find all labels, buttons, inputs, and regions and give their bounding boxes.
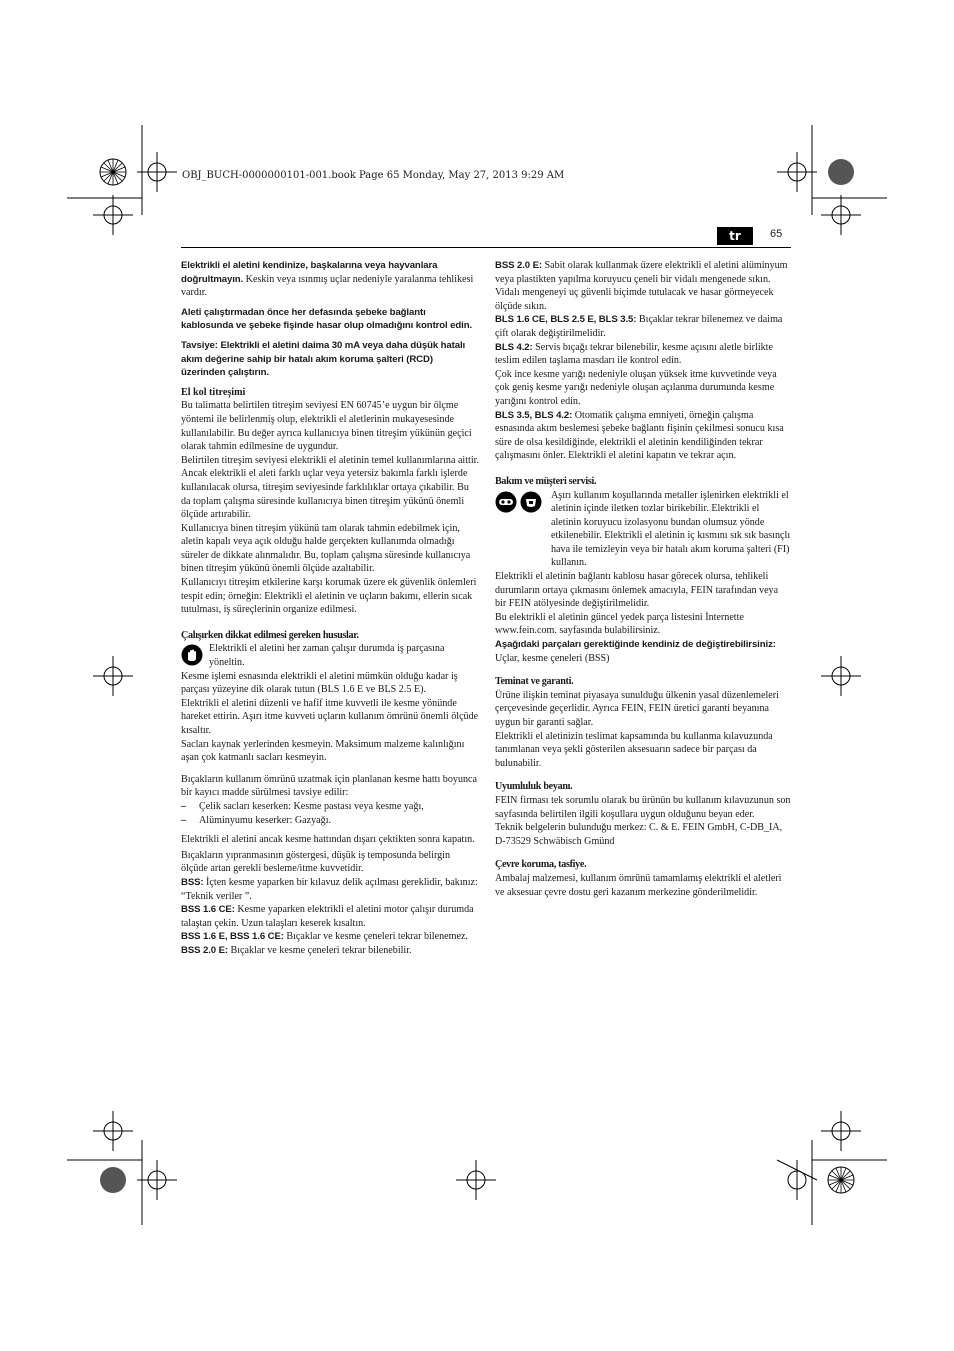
work-paragraph: Bıçakların kullanım ömrünü uzatmak için planlanan kesme hattı boyunca bir kayıcı madde sürülmesi tavsiye edilir: <box>181 773 477 799</box>
warranty-paragraph: Elektrikli el aletinizin teslimat kapsamında bu kullanma kılavuzunda tanımlanan veya şekli gösterilen aksesuarın sadece bir parçası da bulunabilir. <box>495 730 773 769</box>
model-note-bss20e-fixed: BSS 2.0 E: Sabit olarak kullanmak üzere elektrikli el aletini alüminyum veya plastikten yapılma koruyucu çeneli bir vidalı mengenede sıkın. Vidalı mengeneyi uç güvenli biçimde tutulacak ve hasar görmeyecek ölçüde sıkın. <box>495 260 788 312</box>
hand-hazard-icon <box>181 644 203 666</box>
list-dash: – <box>181 800 187 812</box>
work-paragraph: Elektrikli el aletini düzenli ve hafif itme kuvvetli ile kesme yönünde hareket ettirin. Aşırı itme kuvveti uçların kullanım ömrünü önemli ölçüde kısaltır. <box>181 697 479 736</box>
model-note-bss20e: BSS 2.0 E: Bıçaklar ve kesme çeneleri tekrar bilenebilir. <box>181 944 412 956</box>
model-note-bls3542: BLS 3.5, BLS 4.2: Otomatik çalışma emniyeti, örneğin çalışma esnasında akım beslemesi şebeke bağlantı fişinin çekilmesi sonucu kısa süre de olsa kesildiğinde, elektrikli el aletinin kendiliğinden tekrar çalışmasını önler. Elektrikli el aletini kapatın ve tekrar açın. <box>495 409 784 462</box>
hand-warning-row <box>181 642 479 669</box>
warranty-heading: Teminat ve garanti. <box>495 676 574 688</box>
model-note-bls42: BLS 4.2: Servis bıçağı tekrar bilenebilir, kesme açısını aletle birlikte teslim edilen taşlama masdarı ile kontrol edin. <box>495 341 773 367</box>
vibration-paragraph: Kullanıcıya binen titreşim yükünü tam olarak tahmin edebilmek için, aletin kapalı veya açık olduğu halde gerçekten kullanımda olmadığı süreler de dikkate alınmalıdır. Bu, toplam çalışma süresinde kullanıcıya binen titreşim yükünü önemli ölçüde azaltabilir. <box>181 522 471 575</box>
language-tab: tr <box>717 227 753 245</box>
conformity-paragraph: FEIN firması tek sorumlu olarak bu ürünün bu kullanım kılavuzunun son sayfasında belirtilen ilgili koşullara uygun olduğunu beyan eder. <box>495 794 791 820</box>
conformity-paragraph: Teknik belgelerin bulunduğu merkez: C. & E. FEIN GmbH, C-DB_IA, D-73529 Schwäbisch Gmünd <box>495 822 783 847</box>
list-dash: – <box>181 814 187 826</box>
dust-mask-icon <box>520 491 542 513</box>
kerf-paragraph: Çok ince kesme yarığı nedeniyle oluşan yüksek itme kuvvetinde veya çok geniş kesme yarığı nedeniyle oluşan açılanma durumunda kesme yarığını kontrol edin. <box>495 368 777 407</box>
model-note-bls: BLS 1.6 CE, BLS 2.5 E, BLS 3.5: Bıçaklar tekrar bilenemez ve daima çift olarak değiştirilmelidir. <box>495 314 783 339</box>
model-note-bss16e: BSS 1.6 E, BSS 1.6 CE: Bıçaklar ve kesme çeneleri tekrar bilenemez. <box>181 931 468 943</box>
work-paragraph: Elektrikli el aletini ancak kesme hattından dışarı çektikten sonra kapatın. <box>181 834 475 846</box>
eye-protection-icon <box>495 491 517 513</box>
list-item-text: Alüminyumu keserker: Gazyağı. <box>199 814 332 826</box>
safety-recommendation-rcd: Tavsiye: Elektrikli el aletini daima 30 mA veya daha düşük hatalı akım değerine sahip bir hatalı akım koruma şalteri (RCD) üzerinden çalıştırın. <box>181 339 466 379</box>
service-heading: Bakım ve müşteri servisi. <box>495 475 597 487</box>
safety-warning-cable: Aleti çalıştırmadan önce her defasında şebeke bağlantı kablosunda ve şebeke fişinde hasar olup olmadığını kontrol edin. <box>181 306 473 332</box>
working-instructions-heading: Çalışırken dikkat edilmesi gereken hususlar. <box>181 629 359 641</box>
right-column <box>495 259 791 899</box>
warranty-paragraph: Ürüne ilişkin teminat piyasaya sunulduğu ülkenin yasal düzenlemeleri çerçevesinde geçerlidir. Ayrıca FEIN, FEIN üretici garanti beyanına uygun bir garanti sağlar. <box>495 689 779 728</box>
vibration-paragraph: Bu talimatta belirtilen titreşim seviyesi EN 60745’e uygun bir ölçme yöntemi ile belirlenmiş olup, elektrikli el aletlerinin mukayesesinde kullanılabilir. Bu değer ayrıca kullanıcıya binen titreşim yükünün geçici olarak tahmin edilmesine de uygundur. <box>181 400 472 453</box>
environment-paragraph: Ambalaj malzemesi, kullanım ömrünü tamamlamış elektrikli el aletleri ve aksesuar çevre dostu geri kazanım merkezine gönderilmelidir. <box>495 872 782 898</box>
service-paragraph: Bu elektrikli el aletinin güncel yedek parça listesini İnternette www.fein.com. sayfasında bulabilirsiniz. <box>495 611 744 637</box>
model-note-bss16ce: BSS 1.6 CE: Kesme yaparken elektrikli el aletini motor çalışır durumda talaştan çekin. Uzun talaşları keserek kısaltın. <box>181 904 474 929</box>
work-paragraph: Kesme işlemi esnasında elektrikli el aletini mümkün olduğu kadar iş parçası yüzeyine dik olarak tutun (BLS 1.6 E ve BLS 2.5 E). <box>181 670 458 696</box>
work-paragraph: Sacları kaynak yerlerinden kesmeyin. Maksimum malzeme kalınlığını aşan çok katmanlı sacları kesmeyin. <box>181 738 465 764</box>
page-number: 65 <box>770 228 783 240</box>
service-paragraph: Elektrikli el aletinin bağlantı kablosu hasar görecek olursa, tehlikeli durumların ortaya çıkmasını önlemek amacıyla, FEIN tarafından veya bir FEIN atölyesinde değiştirilmelidir. <box>495 571 779 610</box>
service-paragraph: Aşırı kullanım koşullarında metaller işlenirken elektrikli el aletinin içinde iletken tozlar birikebilir. Elektrikli el aletinin koruyucu izolasyonu bundan olumsuz yönde etkilenebilir. Elektrikli el aletinin iç kısmını sık sık basınçlı hava ile temizleyin veya bir hatalı akım koruma şalteri (FI) kullanın. <box>551 489 791 569</box>
model-note-bss: BSS: İçten kesme yaparken bir kılavuz delik açılması gereklidir, bakınız: “Teknik veriler ”. <box>181 876 478 902</box>
vibration-heading: El kol titreşimi <box>181 386 246 398</box>
list-item <box>181 814 479 828</box>
service-paragraph: Aşağıdaki parçaları gerektiğinde kendiniz de değiştirebilirsiniz: Uçlar, kesme çeneleri (BSS) <box>495 639 776 664</box>
work-paragraph: Elektrikli el aletini her zaman çalışır durumda iş parçasına yöneltin. <box>209 643 445 669</box>
list-item-text: Çelik sacları keserken: Kesme pastası veya kesme yağı, <box>199 800 424 812</box>
ppe-warning-row <box>495 489 791 571</box>
vibration-paragraph: Kullanıcıyı titreşim etkilerine karşı korumak üzere ek güvenlik önlemleri tespit edin; örneğin: Elektrikli el aletinin ve uçların bakımı, ellerin sıcak tutulması, iş süreçlerinin organize edilmesi. <box>181 577 477 616</box>
work-paragraph: Bıçakların yıpranmasının göstergesi, düşük iş temposunda belirgin ölçüde artan gerekli besleme/itme kuvvetidir. <box>181 849 451 875</box>
print-file-header: OBJ_BUCH-0000000101-001.book Page 65 Monday, May 27, 2013 9:29 AM <box>182 170 565 181</box>
ppe-icons <box>495 491 545 513</box>
vibration-paragraph: Belirtilen titreşim seviyesi elektrikli el aletinin temel kullanımlarına aittir. Ancak elektrikli el aleti farklı uçlar veya yetersiz bakımla farklı işlerde kullanılacak olursa, titreşim seviyesinde farklılıklar ortaya çıkabilir. Bu da toplam çalışma süresinde kullanıcıya binen titreşim yükünü önemli ölçüde artırabilir. <box>181 454 479 521</box>
environment-heading: Çevre koruma, tasfiye. <box>495 859 587 871</box>
safety-warning-pointing: Elektrikli el aletini kendinize, başkalarına veya hayvanlara doğrultmayın. Keskin veya ısınmış uçlar nedeniyle yaralanma tehlikesi vardır. <box>181 260 474 299</box>
left-column <box>181 259 479 958</box>
list-item <box>181 800 479 814</box>
header-rule <box>181 247 791 248</box>
conformity-heading: Uyumluluk beyanı. <box>495 781 573 793</box>
